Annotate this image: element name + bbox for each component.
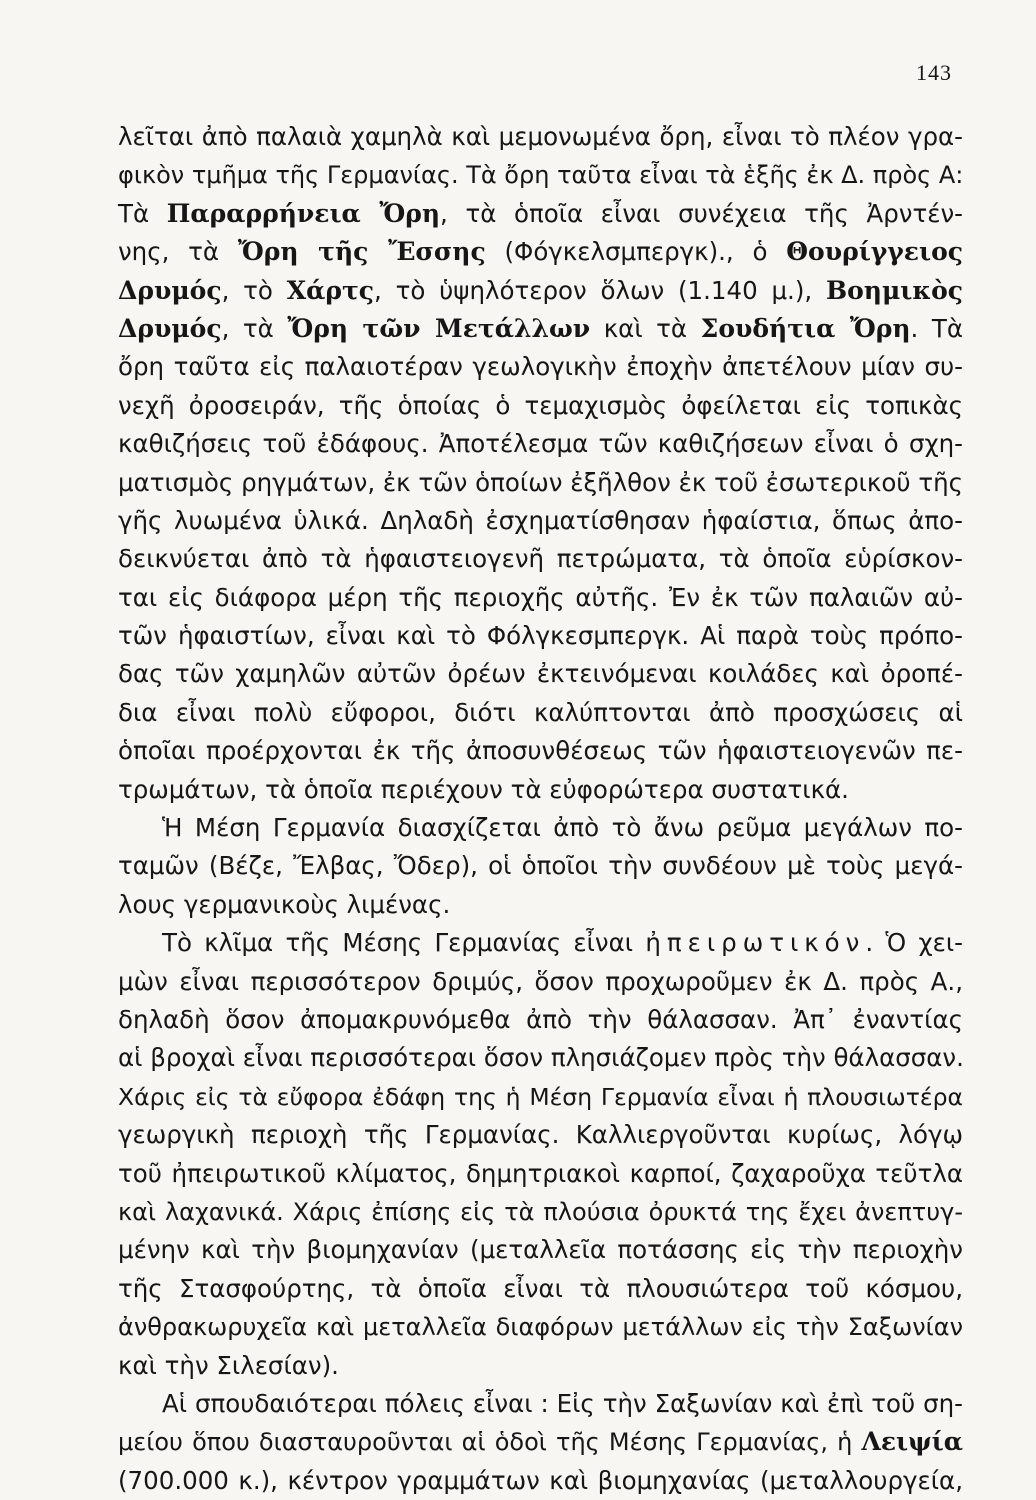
bold-term: Παραρρήνεια Ὄρη <box>166 198 441 228</box>
text-line: ὁποῖαι προέρχονται ἐκ τῆς ἀποσυνθέσεως τῶν ἡφαιστειογενῶν πε- <box>118 736 963 766</box>
text-line: καθιζήσεις τοῦ ἐδάφους. Ἀποτέλεσμα τῶν καθιζήσεων εἶναι ὁ σχη- <box>118 429 963 459</box>
text-line: τῶν ἡφαιστίων, εἶναι καὶ τὸ Φόλγκεσμπεργκ. Αἱ παρὰ τοὺς πρόπο- <box>118 621 963 651</box>
text-line: μείου ὅπου διασταυροῦνται αἱ ὁδοὶ τῆς Μέσης Γερμανίας, ἡ Λειψία <box>118 1427 963 1457</box>
bold-term: Ὄρη τῶν Μετάλλων <box>287 313 591 343</box>
text-line: Δρυμός, τὰ Ὄρη τῶν Μετάλλων καὶ τὰ Σουδήτια Ὄρη. Τὰ <box>118 313 963 343</box>
text-line: νεχῆ ὀροσειράν, τῆς ὁποίας ὁ τεμαχισμὸς ὀφείλεται εἰς τοπικὰς <box>118 390 963 420</box>
text-line: γῆς λυωμένα ὑλικά. Δηλαδὴ ἐσχηματίσθησαν ἡφαίστια, ὅπως ἀπο- <box>118 505 963 535</box>
text-line: ται εἰς διάφορα μέρη τῆς περιοχῆς αὐτῆς. Ἐν ἐκ τῶν παλαιῶν αὐ- <box>118 582 963 612</box>
bold-term: Χάρτς <box>286 275 375 305</box>
bold-term: Σουδήτια Ὄρη <box>700 313 911 343</box>
bold-term: Βοημικὸς <box>825 275 963 305</box>
text-line: νης, τὰ Ὄρη τῆς Ἔσσης (Φόγκελσμπεργκ)., ὁ Θουρίγγειος <box>118 237 963 267</box>
text-line: Αἱ σπουδαιότεραι πόλεις εἶναι : Εἰς τὴν Σαξωνίαν καὶ ἐπὶ τοῦ ση- <box>162 1388 963 1418</box>
text-line: τῆς Στασφούρτης, τὰ ὁποῖα εἶναι τὰ πλουσιώτερα τοῦ κόσμου, <box>118 1273 963 1303</box>
text-line: μὼν εἶναι περισσότερον δριμύς, ὅσον προχωροῦμεν ἐκ Δ. πρὸς Α., <box>118 966 963 996</box>
text-line: δηλαδὴ ὅσον ἀπομακρυνόμεθα ἀπὸ τὴν θάλασσαν. Ἀπ᾽ ἐναντίας <box>118 1004 963 1034</box>
text-line: καὶ λαχανικά. Χάρις ἐπίσης εἰς τὰ πλούσια ὀρυκτά της ἔχει ἀνεπτυγ- <box>118 1197 963 1226</box>
text-line: Δρυμός, τὸ Χάρτς, τὸ ὑψηλότερον ὅλων (1.140 μ.), Βοημικὸς <box>118 275 963 305</box>
text-line: γεωργικὴ περιοχὴ τῆς Γερμανίας. Καλλιεργοῦνται κυρίως, λόγῳ <box>118 1120 963 1150</box>
bold-term: Λειψία <box>861 1427 963 1457</box>
text-line: ματισμὸς ρηγμάτων, ἐκ τῶν ὁποίων ἐξῆλθον ἐκ τοῦ ἐσωτερικοῦ τῆς <box>118 467 963 497</box>
text-line: ὄρη ταῦτα εἰς παλαιοτέραν γεωλογικὴν ἐποχὴν ἀπετέλουν μίαν συ- <box>118 352 963 382</box>
text-line: Χάρις εἰς τὰ εὔφορα ἐδάφη της ἡ Μέση Γερμανία εἶναι ἡ πλουσιωτέρα <box>118 1082 963 1111</box>
text-line: Τὰ Παραρρήνεια Ὄρη, τὰ ὁποῖα εἶναι συνέχεια τῆς Ἀρντέν- <box>118 198 963 228</box>
text-line: τρωμάτων, τὰ ὁποῖα περιέχουν τὰ εὐφορώτερα συστατικά. <box>118 774 849 804</box>
text-line: λεῖται ἀπὸ παλαιὰ χαμηλὰ καὶ μεμονωμένα ὄρη, εἶναι τὸ πλέον γρα- <box>118 122 963 151</box>
text-line: Τὸ κλῖμα τῆς Μέσης Γερμανίας εἶναι ἠπειρωτικόν. Ὁ χει- <box>162 928 963 958</box>
page-number: 143 <box>916 60 952 85</box>
text-line: ταμῶν (Βέζε, Ἔλβας, Ὄδερ), οἱ ὁποῖοι τὴν συνδέουν μὲ τοὺς μεγά- <box>118 851 963 881</box>
text-line: δας τῶν χαμηλῶν αὐτῶν ὀρέων ἐκτεινόμεναι κοιλάδες καὶ ὀροπέ- <box>118 659 963 689</box>
text-line: δεικνύεται ἀπὸ τὰ ἡφαιστειογενῆ πετρώματα, τὰ ὁποῖα εὑρίσκον- <box>118 544 963 574</box>
bold-term: Θουρίγγειος <box>786 237 963 267</box>
text-line: (700.000 κ.), κέντρον γραμμάτων καὶ βιομηχανίας (μεταλλουργεία, <box>118 1465 963 1495</box>
text-line: αἱ βροχαὶ εἶναι περισσότεραι ὅσον πλησιάζομεν πρὸς τὴν θάλασσαν. <box>118 1043 964 1073</box>
text-line: φικὸν τμῆμα τῆς Γερμανίας. Τὰ ὄρη ταῦτα εἶναι τὰ ἑξῆς ἐκ Δ. πρὸς Α: <box>118 161 964 190</box>
text-line: τοῦ ἠπειρωτικοῦ κλίματος, δημητριακοὶ καρποί, ζαχαροῦχα τεῦτλα <box>118 1158 963 1188</box>
text-line: μένην καὶ τὴν βιομηχανίαν (μεταλλεῖα ποτάσσης εἰς τὴν περιοχὴν <box>118 1235 963 1265</box>
text-line: ἀνθρακωρυχεῖα καὶ μεταλλεῖα διαφόρων μετάλλων εἰς τὴν Σαξωνίαν <box>118 1313 963 1342</box>
text-line: δια εἶναι πολὺ εὔφοροι, διότι καλύπτονται ἀπὸ προσχώσεις αἱ <box>118 697 963 727</box>
spaced-term: ἠπειρωτικόν <box>645 928 866 958</box>
text-line: καὶ τὴν Σιλεσίαν). <box>118 1350 339 1380</box>
bold-term: Ὄρη τῆς Ἔσσης <box>237 237 486 267</box>
text-line: λους γερμανικοὺς λιμένας. <box>118 889 451 919</box>
body-text <box>118 118 963 1500</box>
bold-term: Δρυμός <box>118 275 222 305</box>
text-line: Ἡ Μέση Γερμανία διασχίζεται ἀπὸ τὸ ἄνω ρεῦμα μεγάλων πο- <box>162 813 963 843</box>
bold-term: Δρυμός <box>118 313 222 343</box>
